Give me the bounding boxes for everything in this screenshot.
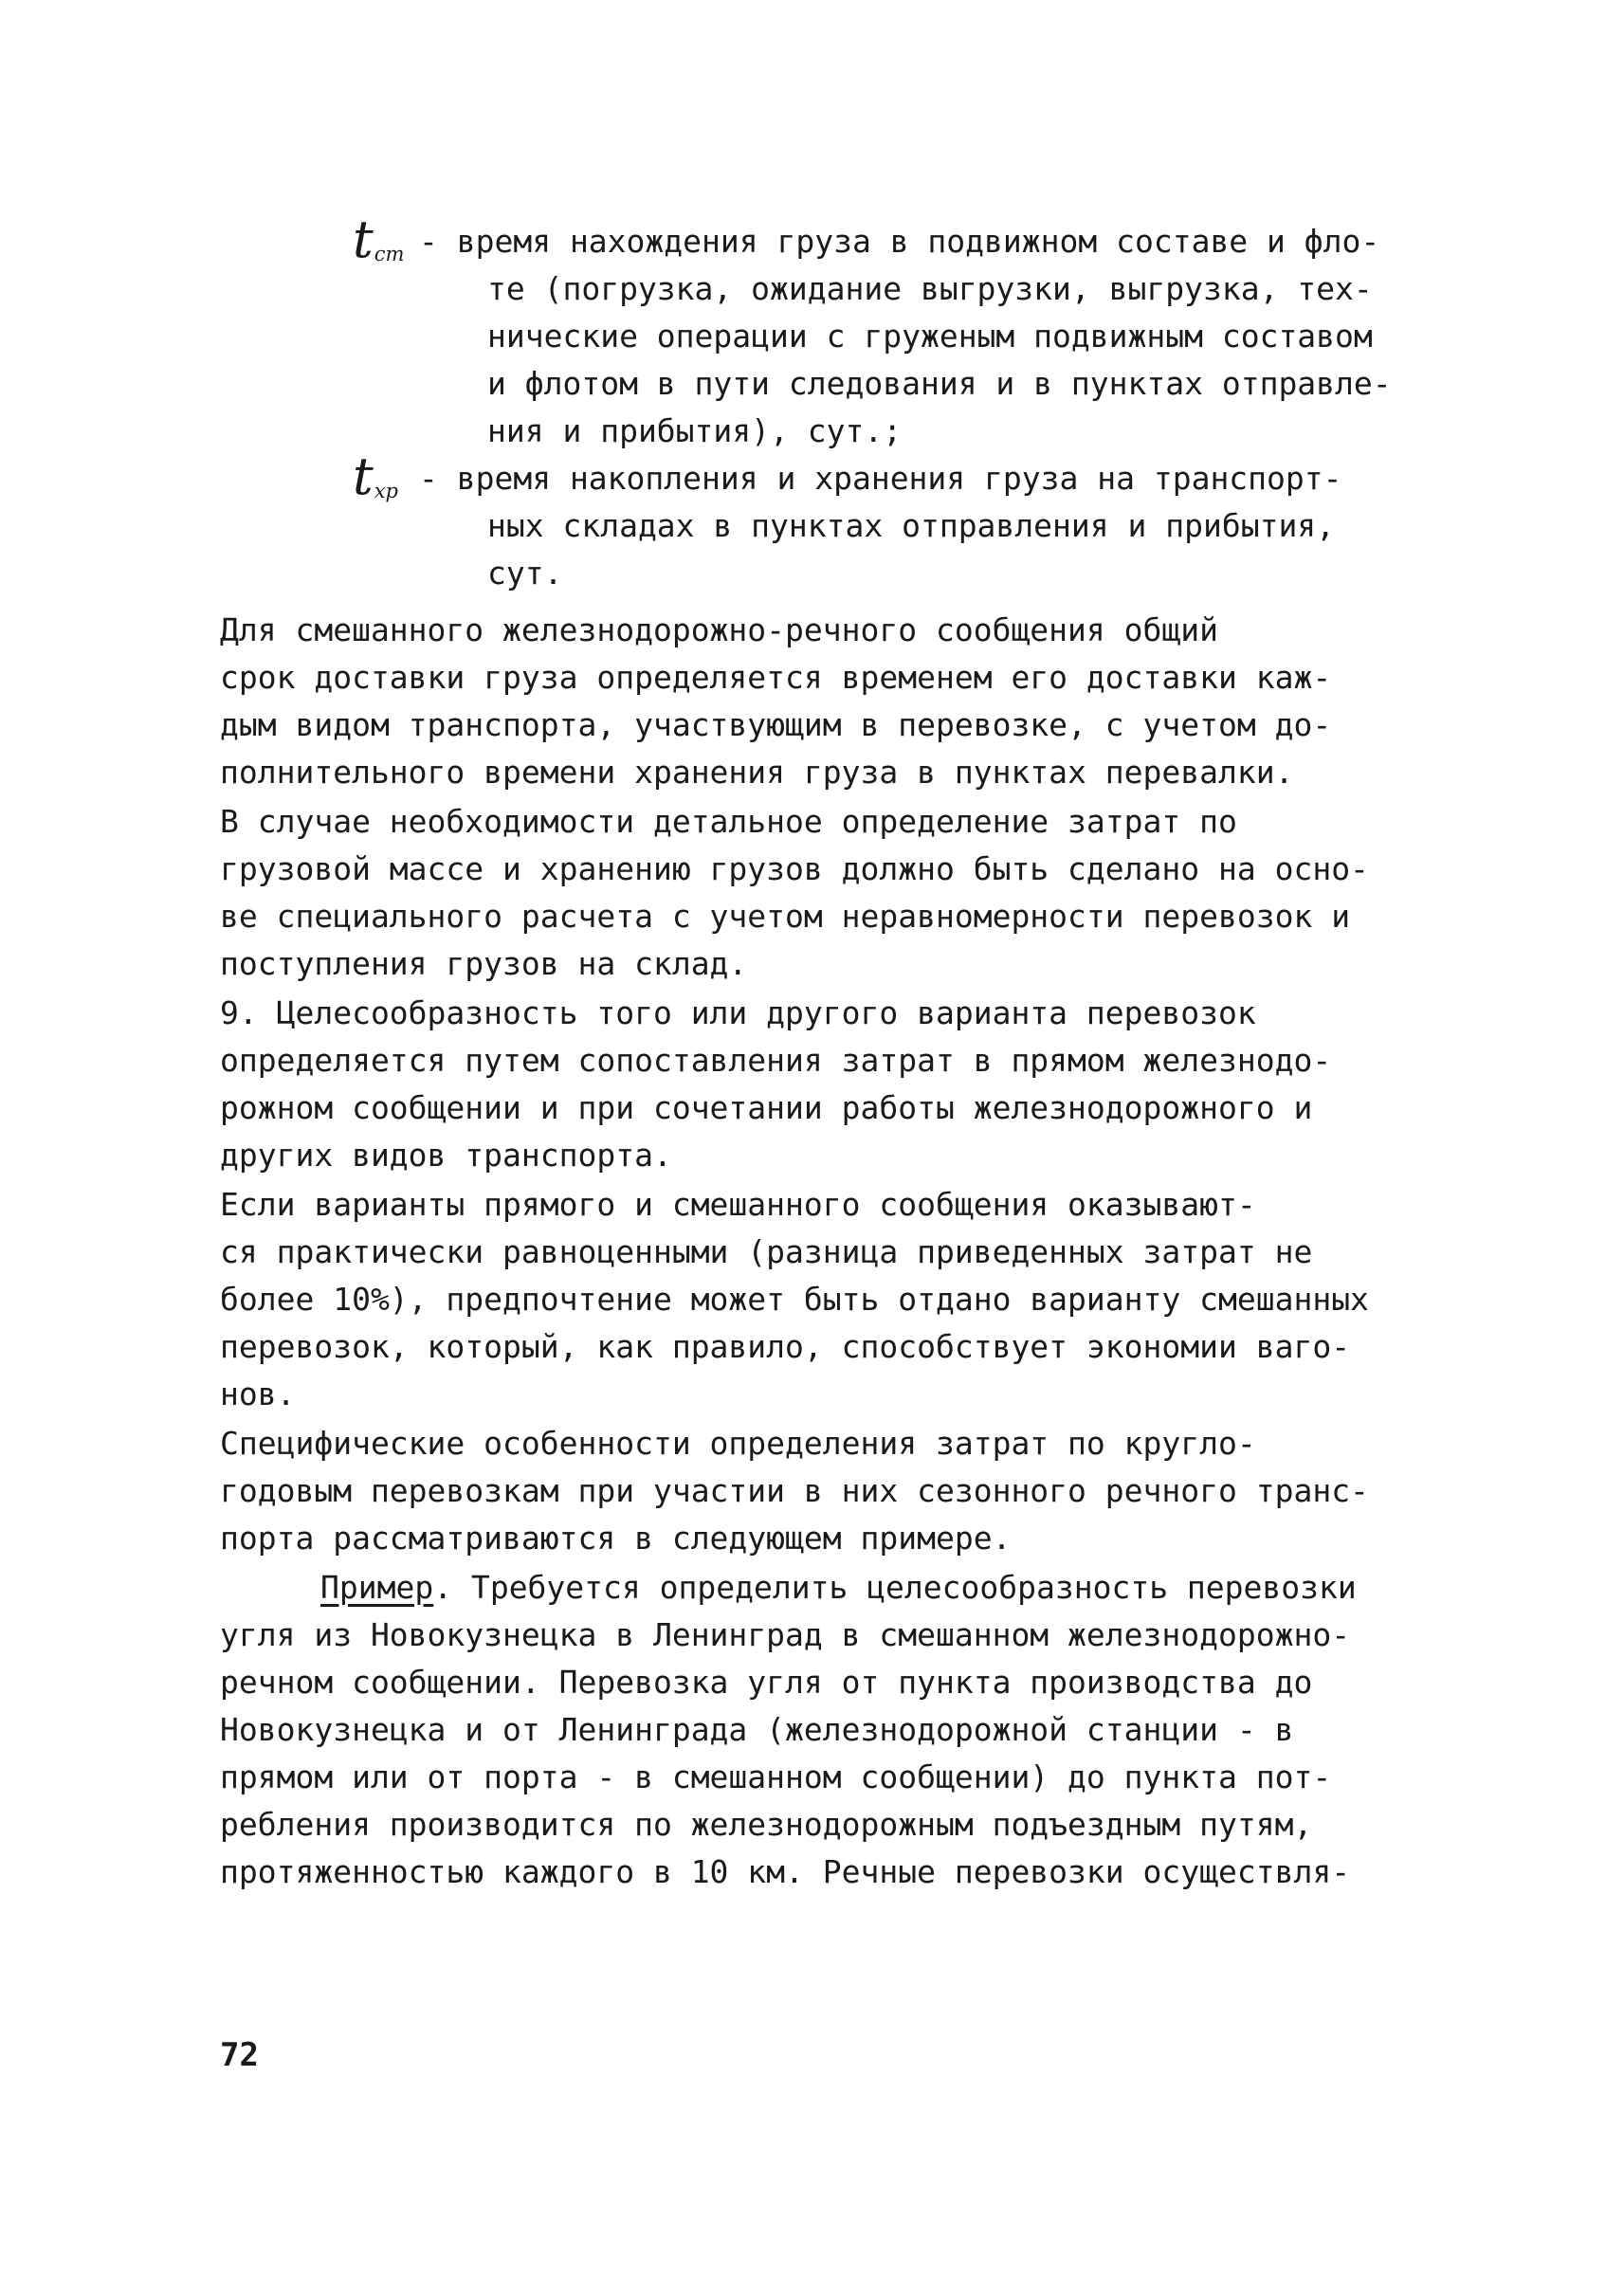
definition-text: - время накопления и хранения груза на транспорт- ных складах в пунктах отправления и прибытия, сут. — [419, 460, 1342, 592]
paragraph-equivalent-variants: Если варианты прямого и смешанного сообщения оказывают- ся практически равноценными (разница приведенных затрат не более 10%), предпочтение может быть отдано варианту смешанных перевозок, который, как правило, способствует экономии ваго- нов. — [220, 1186, 1369, 1412]
variable-t-cm — [353, 209, 421, 269]
variable-subscript: cm — [374, 243, 405, 265]
example-first-line — [320, 1564, 1357, 1612]
paragraph-detailed-cost: В случае необходимости детальное определение затрат по грузовой массе и хранению грузов должно быть сделано на осно- ве специального расчета с учетом неравномерности перевозок и поступления грузов на склад. — [220, 803, 1369, 982]
variable-subscript: xp — [374, 480, 398, 502]
variable-symbol: t — [353, 446, 374, 506]
definition-text: - время нахождения груза в подвижном составе и фло- те (погрузка, ожидание выгрузки, выгрузка, тех- нические операции с груженым подвижным составом и флотом в пути следования и в пунктах отправле- ния и прибытия), сут.; — [419, 223, 1392, 449]
example-first-line-text: . Требуется определить целесообразность перевозки — [433, 1569, 1357, 1606]
paragraph-mixed-delivery-time: Для смешанного железнодорожно-речного сообщения общий срок доставки груза определяется временем его доставки каж- дым видом транспорта, участвующим в перевозке, с учетом до- полнительного времени хранения груза в пунктах перевалки. — [220, 611, 1332, 791]
paragraph-item-9: 9. Целесообразность того или другого варианта перевозок определяется путем сопоставления затрат в прямом железнодо- рожном сообщении и при сочетании работы железнодорожного и других видов транспорта. — [220, 994, 1332, 1174]
paragraph-specific-features: Специфические особенности определения затрат по кругло- годовым перевозкам при участии в них сезонного речного транс- порта рассматриваются в следующем примере. — [220, 1425, 1369, 1557]
example-continuation: угля из Новокузнецка в Ленинград в смешанном железнодорожно- речном сообщении. Перевозка угля от пункта производства до Новокузнецка и от Ленинграда (железнодорожной станции - в прямом или от порта - в смешанном сообщении) до пункта пот- ребления производится по железнодорожным подъездным путям, протяженностью каждого в 10 км. Речные перевозки осуществля- — [220, 1616, 1351, 1890]
variable-t-xp — [353, 446, 421, 506]
page-number: 72 — [220, 2036, 259, 2074]
example-label: Пример — [320, 1569, 434, 1606]
variable-symbol: t — [353, 209, 374, 269]
